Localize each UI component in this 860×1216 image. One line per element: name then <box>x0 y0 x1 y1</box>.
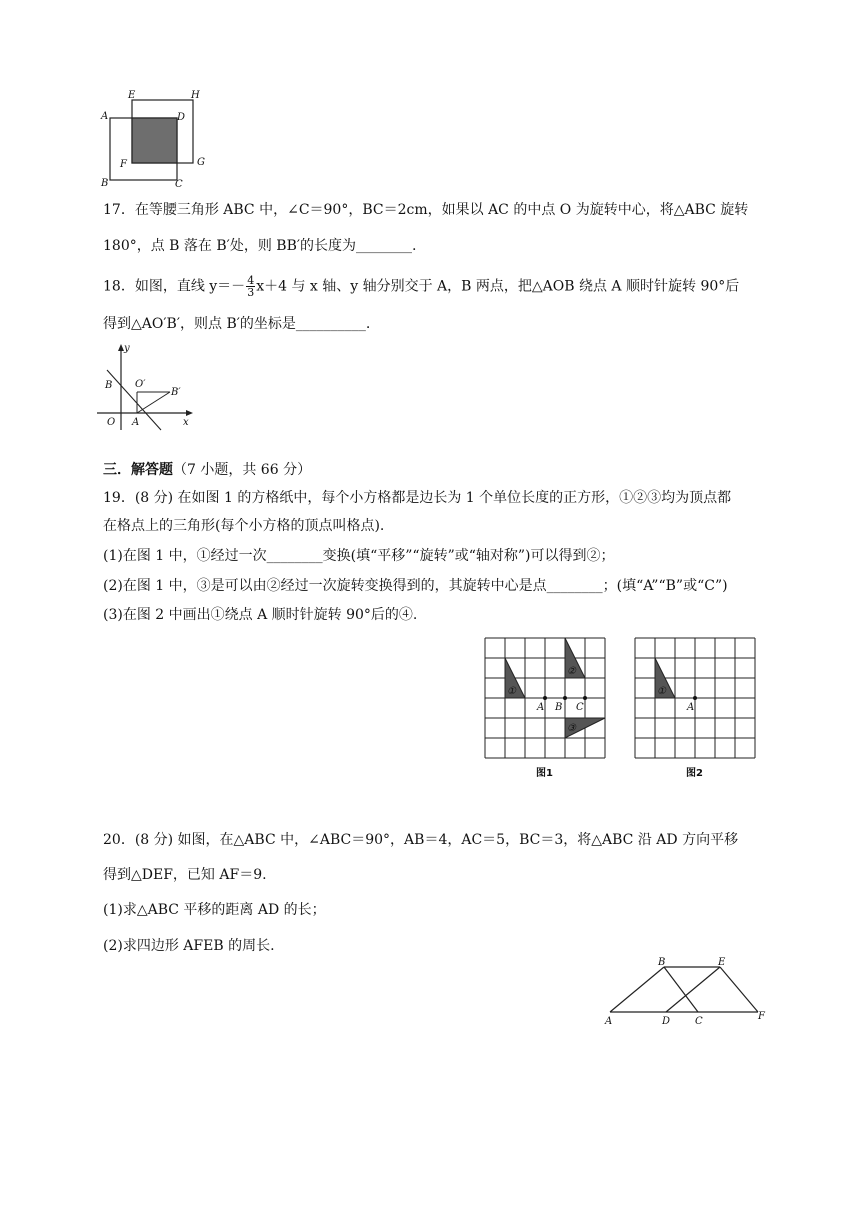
q19-part3: (3)在图 2 中画出①绕点 A 顺时针旋转 90°后的④. <box>103 607 418 623</box>
grid-figure-2 <box>634 637 756 781</box>
triangle-2-mark: ② <box>567 666 576 677</box>
label-A: A <box>101 111 109 122</box>
q20-part2: (2)求四边形 AFEB 的周长. <box>103 938 275 954</box>
section-heading <box>103 460 311 480</box>
label-D: D <box>177 112 186 123</box>
q19-line2: 在格点上的三角形(每个小方格的顶点叫格点). <box>103 518 385 534</box>
coordinate-figure <box>95 340 200 432</box>
q17-line1: 17．在等腰三角形 ABC 中，∠C＝90°，BC＝2cm，如果以 AC 的中点 O 为旋转中心，将△ABC 旋转 <box>103 202 749 218</box>
q19-line1: 19．(8 分) 在如图 1 的方格纸中，每个小方格都是边长为 1 个单位长度的正方形，①②③均为顶点都 <box>103 490 732 506</box>
label-E: E <box>718 957 726 968</box>
q17-line2: 180°，点 B 落在 B′处，则 BB′的长度为________. <box>103 238 417 254</box>
triangle-1-mark: ① <box>507 686 516 697</box>
q18-line1 <box>103 275 739 298</box>
axis-x-label: x <box>183 417 189 428</box>
overlap-shaded-square <box>132 118 177 163</box>
label-B: B <box>105 380 113 391</box>
label-A: A <box>132 417 140 428</box>
q18-suffix: x＋4 与 x 轴、y 轴分别交于 A，B 两点，把△AOB 绕点 A 顺时针旋转 90°后 <box>256 278 740 295</box>
label-C: C <box>695 1016 703 1025</box>
caption-fig1: 图1 <box>536 768 553 779</box>
q20-line1: 20．(8 分) 如图，在△ABC 中，∠ABC＝90°，AB＝4，AC＝5，BC＝3，将△ABC 沿 AD 方向平移 <box>103 832 739 848</box>
triangle-3-mark: ③ <box>567 723 576 734</box>
section-title: 三．解答题 <box>103 462 173 478</box>
label-O: O <box>107 417 116 428</box>
label-O-prime: O′ <box>135 379 146 390</box>
triangle-1-copy-mark: ① <box>657 686 666 697</box>
q18-frac-den: 3 <box>247 286 255 299</box>
q18-prefix: 18．如图，直线 y＝－ <box>103 278 246 295</box>
q20-part1: (1)求△ABC 平移的距离 AD 的长； <box>103 902 326 918</box>
label-F: F <box>120 159 127 170</box>
q18-fraction <box>246 275 255 298</box>
label-A: A <box>605 1016 613 1025</box>
q18-line2: 得到△AO′B′，则点 B′的坐标是__________. <box>103 316 371 332</box>
label-B: B <box>101 178 109 189</box>
label-F: F <box>758 1011 765 1022</box>
q20-line2: 得到△DEF，已知 AF＝9. <box>103 867 267 883</box>
grid-figure-1 <box>484 637 606 781</box>
point-B-label: B <box>555 702 563 713</box>
squares-figure <box>95 88 215 192</box>
q18-frac-num: 4 <box>247 274 255 287</box>
point-A-label: A <box>537 702 545 713</box>
q19-part1: (1)在图 1 中，①经过一次________变换(填“平移”“旋转”或“轴对称”)可以得到②； <box>103 548 615 564</box>
label-C: C <box>175 179 183 190</box>
caption-fig2: 图2 <box>686 768 703 779</box>
point-A-label-2: A <box>687 702 695 713</box>
point-C-label: C <box>576 702 584 713</box>
label-B-prime: B′ <box>171 387 181 398</box>
label-B: B <box>658 957 666 968</box>
label-E: E <box>128 90 136 101</box>
section-note: （7 小题，共 66 分） <box>173 462 312 478</box>
q19-part2: (2)在图 1 中，③是可以由②经过一次旋转变换得到的，其旋转中心是点________；(填“A”“B”或“C”) <box>103 578 728 594</box>
label-H: H <box>191 90 200 101</box>
label-D: D <box>662 1016 671 1025</box>
translation-figure <box>602 955 768 1025</box>
label-G: G <box>197 157 205 168</box>
axis-y-label: y <box>124 343 130 354</box>
